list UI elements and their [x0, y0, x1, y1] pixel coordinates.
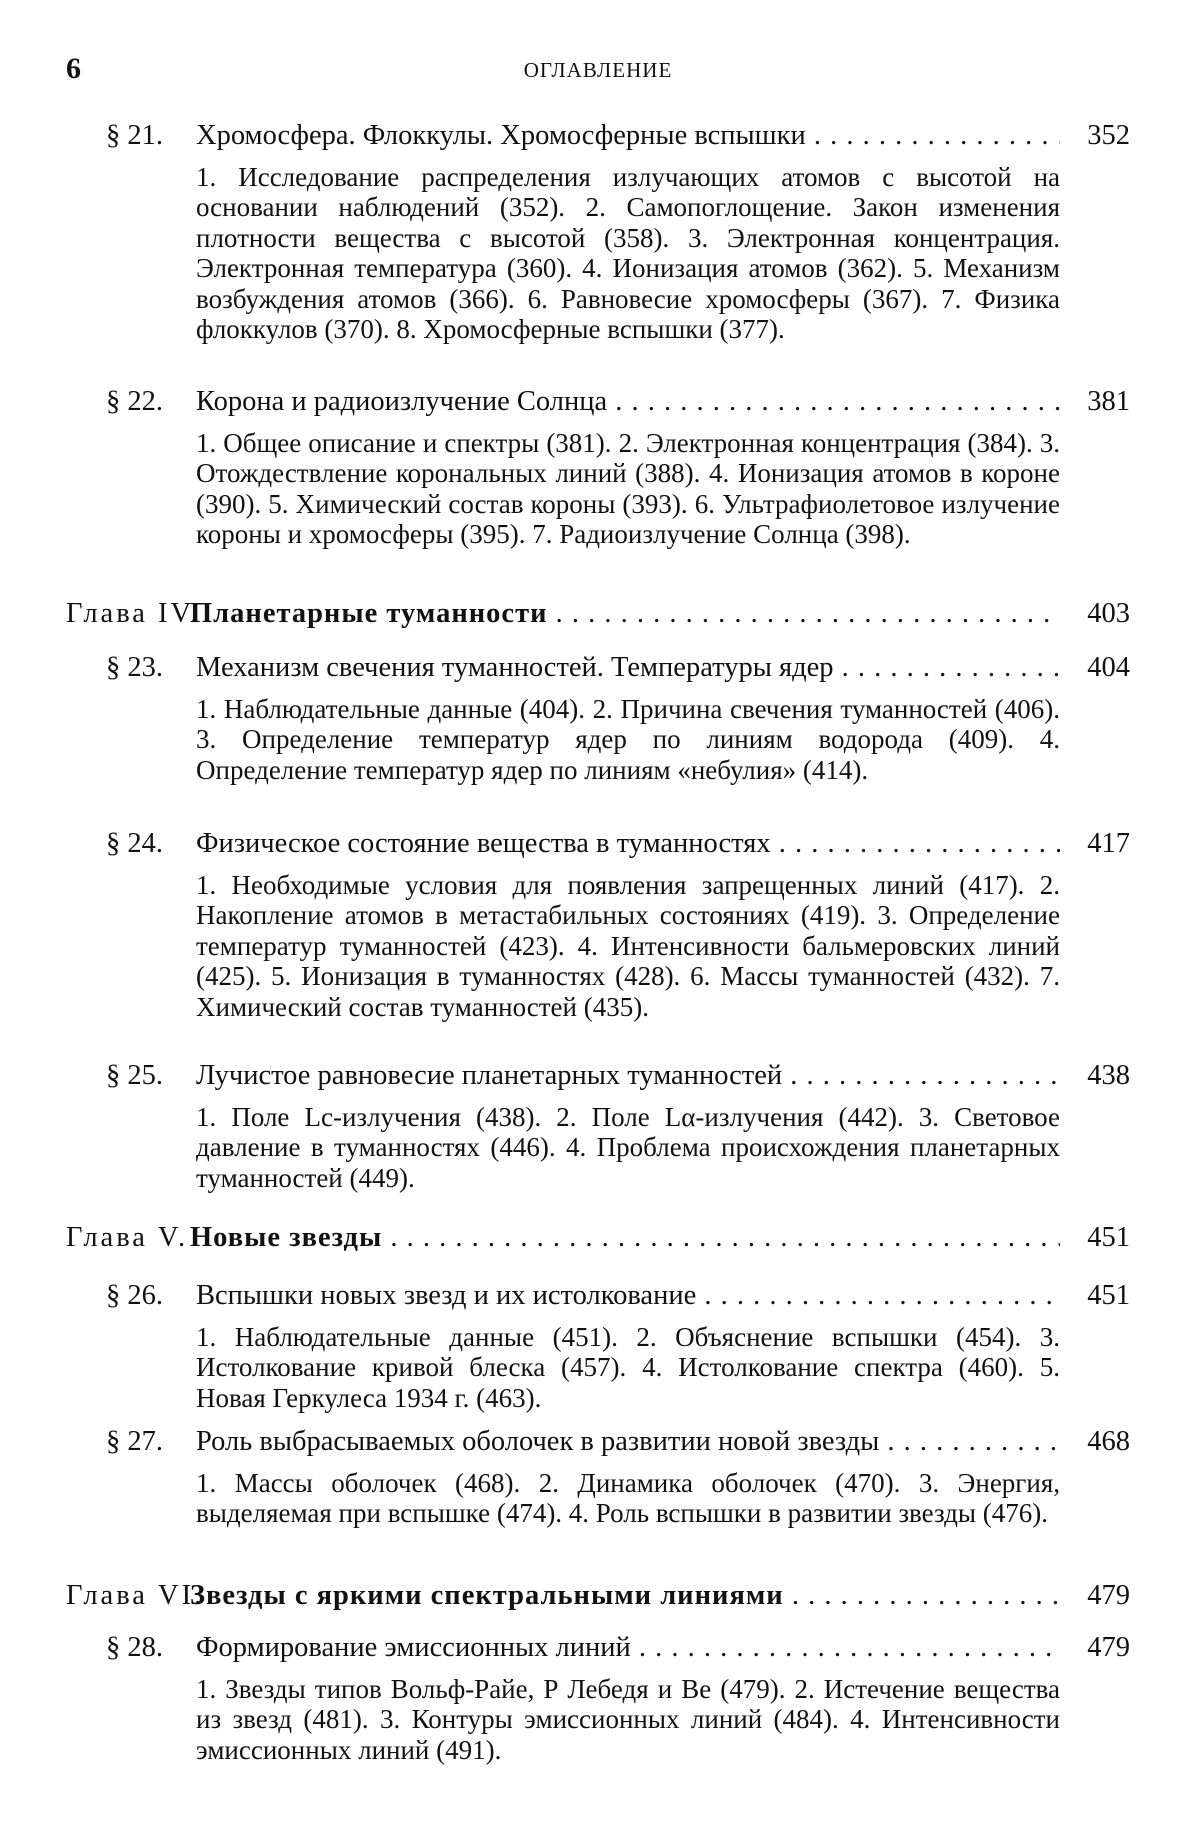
section-description: 1. Массы оболочек (468). 2. Динамика оболочек (470). 3. Энергия, выделяемая при вспышке (474). 4. Роль вспышки в развитии звезды (476). — [196, 1468, 1060, 1529]
section-page-number: 468 — [1087, 1426, 1130, 1457]
section-page-number: 451 — [1087, 1280, 1130, 1311]
toc-section-25 — [66, 1058, 1130, 1193]
section-title: Лучистое равновесие планетарных туманностей . . . — [196, 1058, 1060, 1094]
section-page-number: 438 — [1087, 1060, 1130, 1091]
section-title: Корона и радиоизлучение Солнца . . . — [196, 384, 1060, 420]
chapter-page-number: 451 — [1087, 1222, 1130, 1253]
chapter-page-number: 479 — [1087, 1580, 1130, 1611]
chapter-title: Планетарные туманности — [190, 598, 548, 629]
section-label: § 27. — [106, 1426, 163, 1457]
section-label: § 22. — [106, 386, 163, 417]
section-title: Хромосфера. Флоккулы. Хромосферные вспышки . . . — [196, 118, 1060, 154]
chapter-title: Звезды с яркими спектральными линиями — [190, 1580, 784, 1611]
section-label: § 28. — [106, 1632, 163, 1663]
toc-section-24 — [66, 826, 1130, 1022]
section-description: 1. Общее описание и спектры (381). 2. Электронная концентрация (384). 3. Отождествление корональных линий (388). 4. Ионизация атомов в короне (390). 5. Химический состав короны (393). 6. Ультрафиолетовое излучение короны и хромосферы (395). 7. Радиоизлучение Солнца (398). — [196, 428, 1060, 550]
section-label: § 23. — [106, 652, 163, 683]
toc-section-26 — [66, 1278, 1130, 1413]
chapter-title: Новые звезды — [190, 1222, 383, 1253]
page-header — [66, 52, 1130, 92]
section-description: 1. Необходимые условия для появления запрещенных линий (417). 2. Накопление атомов в метастабильных состояниях (419). 3. Определение температур туманностей (423). 4. Интенсивности бальмеровских линий (425). 5. Ионизация в туманностях (428). 6. Массы туманностей (432). 7. Химический состав туманностей (435). — [196, 870, 1060, 1022]
section-description: 1. Наблюдательные данные (404). 2. Причина свечения туманностей (406). 3. Определение температур ядер по линиям водорода (409). 4. Определение температур ядер по линиям «небулия» (414). — [196, 694, 1060, 785]
running-title: ОГЛАВЛЕНИЕ — [523, 58, 673, 82]
section-description: 1. Поле Lc-излучения (438). 2. Поле Lα-излучения (442). 3. Световое давление в туманностях (446). 4. Проблема происхождения планетарных туманностей (449). — [196, 1102, 1060, 1193]
section-title: Механизм свечения туманностей. Температуры ядер . . . — [196, 650, 1060, 686]
toc-section-22 — [66, 384, 1130, 550]
chapter-label: Глава IV. — [66, 598, 201, 629]
section-description: 1. Наблюдательные данные (451). 2. Объяснение вспышки (454). 3. Истолкование кривой блеска (457). 4. Истолкование спектра (460). 5. Новая Геркулеса 1934 г. (463). — [196, 1322, 1060, 1413]
section-label: § 24. — [106, 828, 163, 859]
toc-chapter-6 — [66, 1578, 1130, 1614]
page-number: 6 — [66, 52, 81, 85]
section-title: Физическое состояние вещества в туманностях . . . — [196, 826, 1060, 862]
section-description: 1. Звезды типов Вольф-Райе, Р Лебедя и Ве (479). 2. Истечение вещества из звезд (481). 3. Контуры эмиссионных линий (484). 4. Интенсивности эмиссионных линий (491). — [196, 1674, 1060, 1765]
section-label: § 26. — [106, 1280, 163, 1311]
section-page-number: 479 — [1087, 1632, 1130, 1663]
chapter-page-number: 403 — [1087, 598, 1130, 629]
section-description: 1. Исследование распределения излучающих атомов с высотой на основании наблюдений (352). 2. Самопоглощение. Закон изменения плотности вещества с высотой (358). 3. Электронная концентрация. Электронная температура (360). 4. Ионизация атомов (362). 5. Механизм возбуждения атомов (366). 6. Равновесие хромосферы (367). 7. Физика флоккулов (370). 8. Хромосферные вспышки (377). — [196, 162, 1060, 345]
toc-section-23 — [66, 650, 1130, 785]
section-page-number: 417 — [1087, 828, 1130, 859]
section-title: Формирование эмиссионных линий . . . — [196, 1630, 1060, 1666]
section-label: § 21. — [106, 120, 163, 151]
section-page-number: 381 — [1087, 386, 1130, 417]
section-page-number: 352 — [1087, 120, 1130, 151]
section-page-number: 404 — [1087, 652, 1130, 683]
toc-section-21 — [66, 118, 1130, 344]
toc-chapter-5 — [66, 1220, 1130, 1256]
section-label: § 25. — [106, 1060, 163, 1091]
chapter-label: Глава VI. — [66, 1580, 205, 1611]
toc-section-27 — [66, 1424, 1130, 1529]
toc-section-28 — [66, 1630, 1130, 1765]
toc-chapter-4 — [66, 596, 1130, 632]
chapter-label: Глава V. — [66, 1222, 189, 1253]
section-title: Роль выбрасываемых оболочек в развитии новой звезды . . . — [196, 1424, 1060, 1460]
section-title: Вспышки новых звезд и их истолкование . . . — [196, 1278, 1060, 1314]
